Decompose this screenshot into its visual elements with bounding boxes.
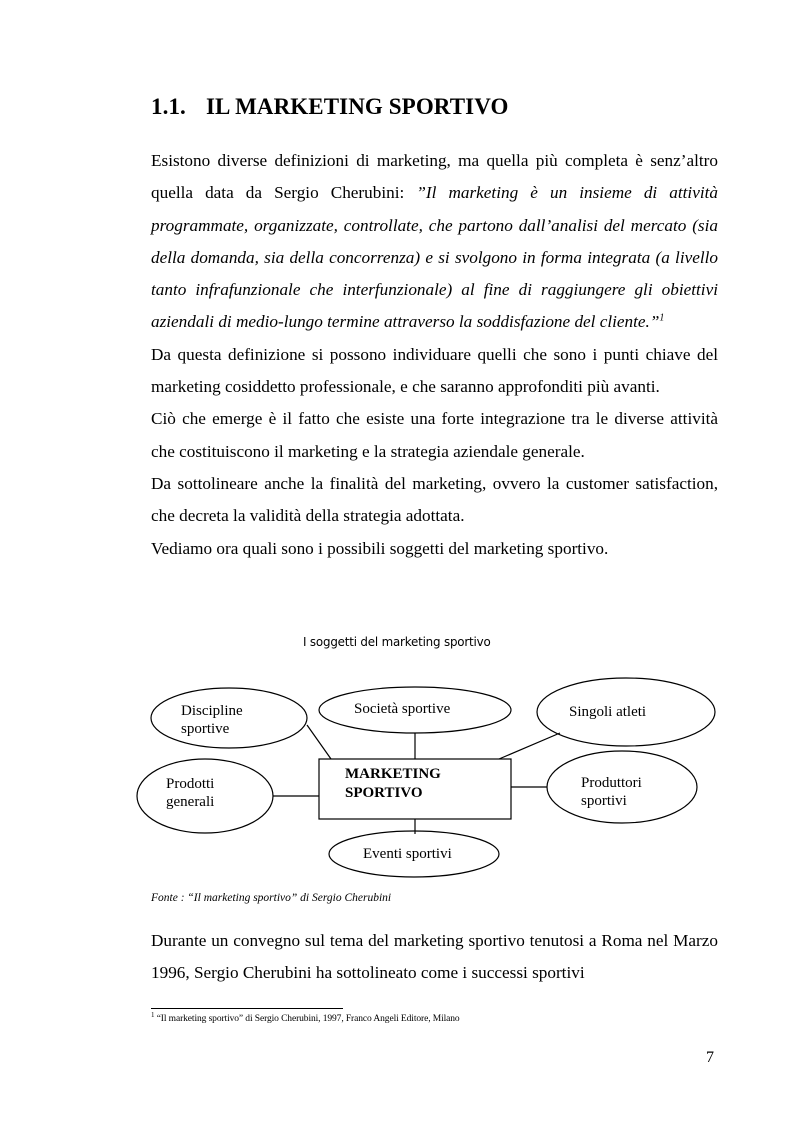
footnote-text: “Il marketing sportivo” di Sergio Cherubini, 1997, Franco Angeli Editore, Milano <box>156 1014 460 1024</box>
label-discipline-sportive <box>181 702 243 738</box>
body-text-bottom <box>151 925 718 990</box>
paragraph-6: Durante un convegno sul tema del marketing sportivo tenutosi a Roma nel Marzo 1996, Sergio Cherubini ha sottolineato come i successi sportivi <box>151 931 718 983</box>
connector-atleti <box>499 733 560 759</box>
footnote <box>151 1010 460 1024</box>
center-label-marketing-sportivo: MARKETING SPORTIVO <box>345 766 441 801</box>
label-prodotti-line1: Prodotti <box>166 776 215 792</box>
label-societa-sportive: Società sportive <box>354 701 451 717</box>
connector-discipline <box>307 725 331 759</box>
intro-quote-text: ”Il marketing è un insieme di attività programmate, organizzate, controllate, che partono dall’analisi del mercato (sia della domanda, sia della concorrenza) e si svolgono in forma integrata (a livello tanto infrafunzionale che interfunzionale) al fine di raggiungere gli obiettivi aziendali di medio-lungo termine attraverso la soddisfazione del cliente.” <box>151 183 718 332</box>
label-prodotti-generali <box>166 775 214 811</box>
paragraph-5: Vediamo ora quali sono i possibili soggetti del marketing sportivo. <box>151 538 609 558</box>
section-title: IL MARKETING SPORTIVO <box>206 94 509 119</box>
footnote-number: 1 <box>151 1010 155 1019</box>
label-produttori-line1: Produttori <box>581 775 642 791</box>
footnote-reference: 1 <box>659 312 665 324</box>
diagram-source: Fonte : “Il marketing sportivo” di Sergio Cherubini <box>151 892 392 904</box>
section-number: 1.1. <box>151 94 186 119</box>
label-discipline-line1: Discipline <box>181 703 243 719</box>
label-discipline-line2: sportive <box>181 721 230 737</box>
label-eventi-sportivi: Eventi sportivi <box>363 846 452 862</box>
intro-plain-text: Esistono diverse definizioni di marketing, ma quella più completa è senz’altro quella data da Sergio Cherubini: <box>151 151 718 203</box>
section-heading <box>151 94 508 120</box>
paragraph-4: Da sottolineare anche la finalità del marketing, ovvero la customer satisfaction, che decreta la validità della strategia adottata. <box>151 473 718 526</box>
label-produttori-sportivi <box>581 774 642 810</box>
body-text-top <box>151 145 718 565</box>
footnote-divider <box>151 1008 343 1009</box>
intro-paragraph <box>151 145 718 339</box>
diagram-title: I soggetti del marketing sportivo <box>303 634 491 649</box>
paragraph-2: Da questa definizione si possono individuare quelli che sono i punti chiave del marketing cosiddetto professionale, e che saranno approfonditi più avanti. <box>151 344 718 397</box>
paragraph-3: Ciò che emerge è il fatto che esiste una forte integrazione tra le diverse attività che costituiscono il marketing e la strategia aziendale generale. <box>151 409 718 461</box>
label-singoli-atleti: Singoli atleti <box>569 704 647 720</box>
label-produttori-line2: sportivi <box>581 793 627 809</box>
page-number: 7 <box>706 1049 714 1066</box>
label-prodotti-line2: generali <box>166 794 215 810</box>
